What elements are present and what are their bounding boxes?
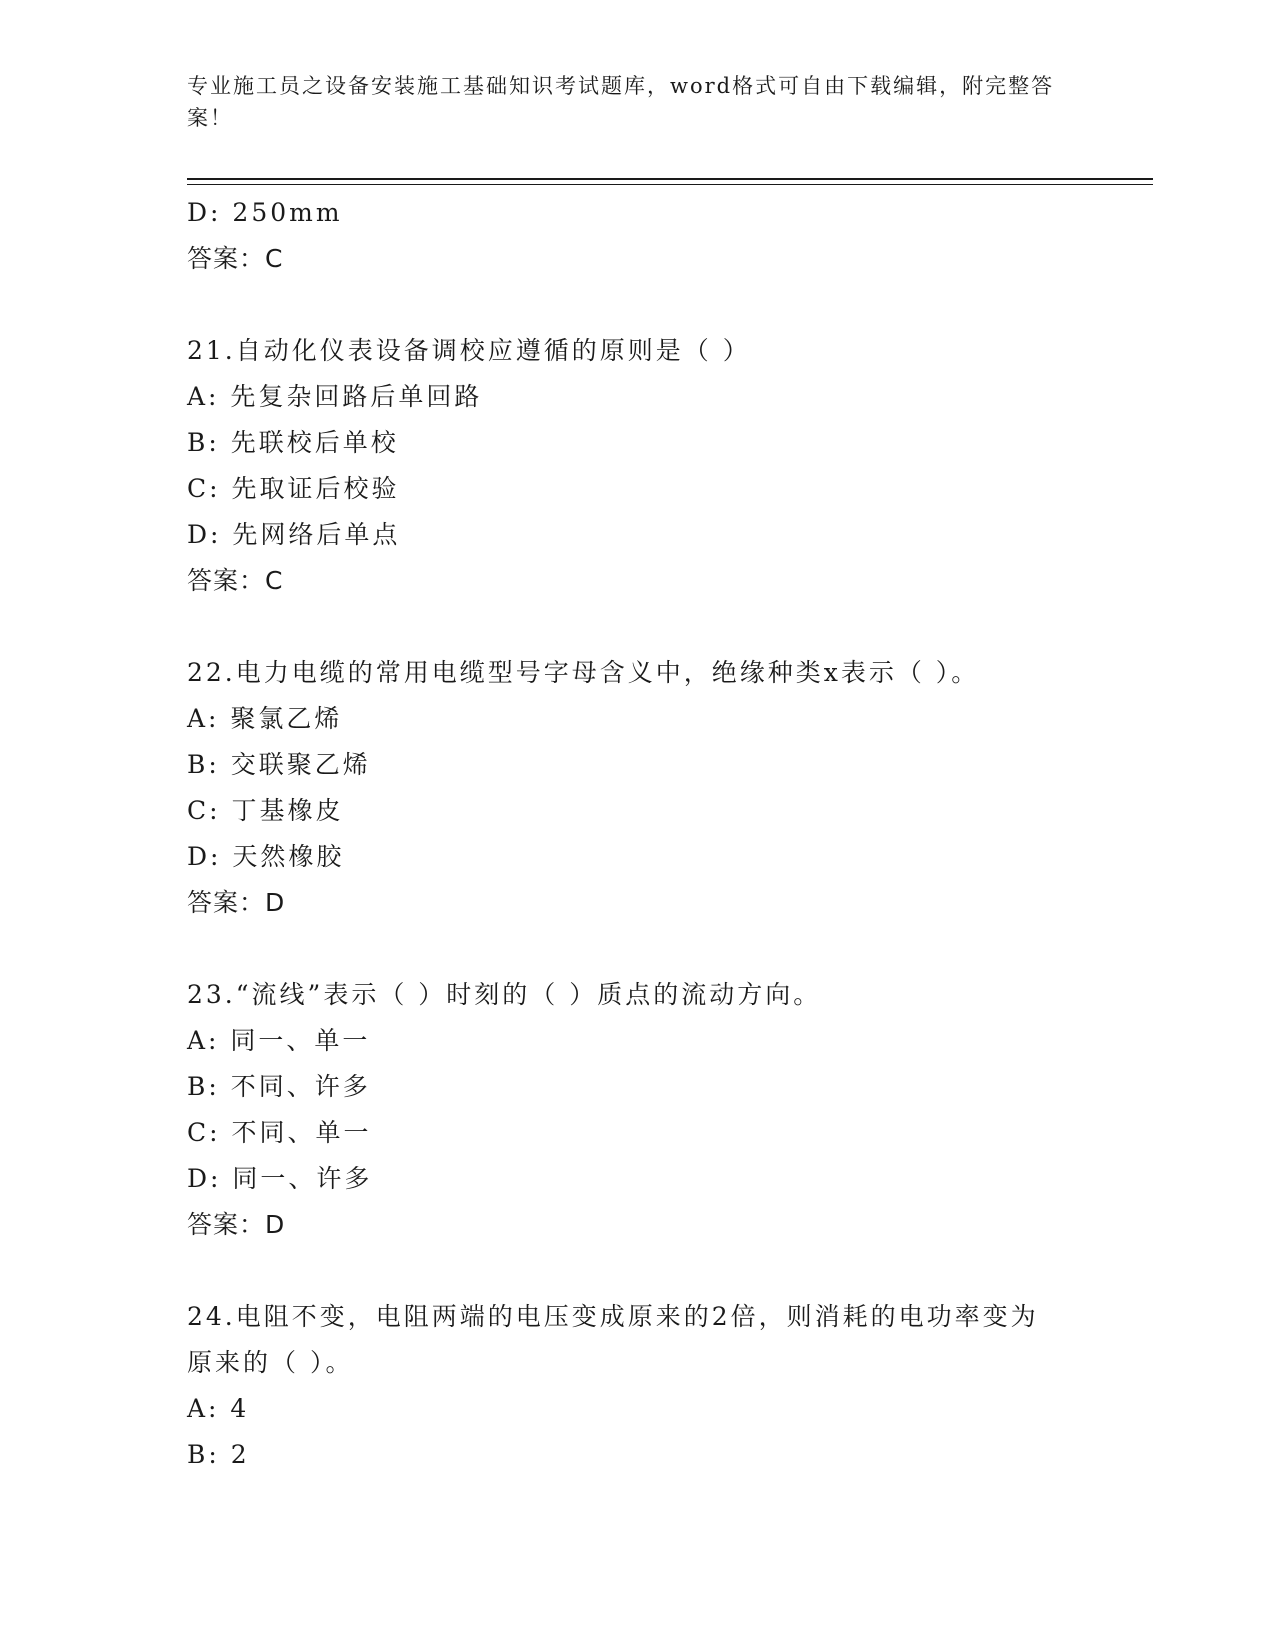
answer: 答案：D bbox=[187, 1210, 286, 1239]
option-d: D: 天然橡胶 bbox=[187, 842, 345, 871]
question-24 bbox=[187, 1294, 1087, 1478]
option-a: A: 同一、单一 bbox=[187, 1026, 371, 1055]
option-c: C: 不同、单一 bbox=[187, 1118, 372, 1147]
document-header: 专业施工员之设备安装施工基础知识考试题库，word格式可自由下载编辑，附完整答案！ bbox=[187, 74, 1055, 130]
header-divider-thick bbox=[187, 178, 1153, 180]
prev-answer: 答案：C bbox=[187, 244, 284, 273]
question-stem: 23.“流线”表示（ ）时刻的（ ）质点的流动方向。 bbox=[187, 980, 822, 1009]
question-stem-line-1: 24.电阻不变，电阻两端的电压变成原来的2倍，则消耗的电功率变为 bbox=[187, 1302, 1039, 1331]
question-stem-line-2: 原来的（ ）。 bbox=[187, 1348, 354, 1377]
question-22 bbox=[187, 650, 1087, 926]
option-a: A: 先复杂回路后单回路 bbox=[187, 382, 483, 411]
spacer bbox=[187, 604, 1087, 650]
option-b: B: 不同、许多 bbox=[187, 1072, 371, 1101]
question-stem: 22.电力电缆的常用电缆型号字母含义中，绝缘种类x表示（ ）。 bbox=[187, 658, 980, 687]
option-c: C: 丁基橡皮 bbox=[187, 796, 344, 825]
option-c: C: 先取证后校验 bbox=[187, 474, 400, 503]
spacer bbox=[187, 282, 1087, 328]
prev-option-d: D: 250mm bbox=[187, 198, 343, 227]
spacer bbox=[187, 926, 1087, 972]
option-b: B: 先联校后单校 bbox=[187, 428, 399, 457]
question-stem: 21.自动化仪表设备调校应遵循的原则是（ ） bbox=[187, 336, 751, 365]
answer: 答案：D bbox=[187, 888, 286, 917]
spacer bbox=[187, 1248, 1087, 1294]
option-a: A: 4 bbox=[187, 1394, 250, 1423]
answer: 答案：C bbox=[187, 566, 284, 595]
question-list bbox=[187, 190, 1087, 1478]
option-b: B: 交联聚乙烯 bbox=[187, 750, 371, 779]
question-23 bbox=[187, 972, 1087, 1248]
option-d: D: 同一、许多 bbox=[187, 1164, 373, 1193]
question-21 bbox=[187, 328, 1087, 604]
option-a: A: 聚氯乙烯 bbox=[187, 704, 343, 733]
option-d: D: 先网络后单点 bbox=[187, 520, 401, 549]
option-b: B: 2 bbox=[187, 1440, 250, 1469]
header-divider-thin bbox=[187, 184, 1153, 185]
